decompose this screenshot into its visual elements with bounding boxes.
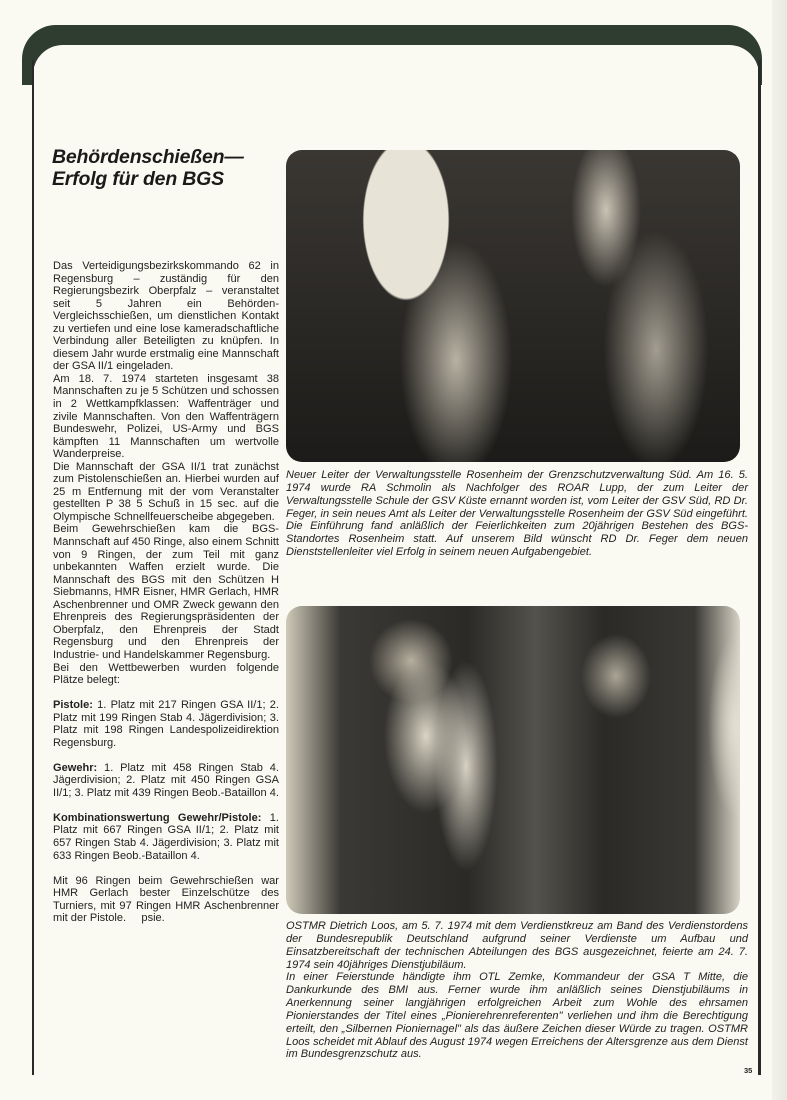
result-pistol-label: Pistole:: [53, 699, 93, 712]
paragraph-placings-intro: Bei den Wettbewerben wurden folgende Plätze belegt:: [53, 661, 279, 687]
article-body: [53, 260, 279, 925]
closing-text: Mit 96 Ringen beim Gewehrschießen war HMR Gerlach bester Einzelschütze des Turniers, mit 97 Ringen HMR Aschenbrenner mit der Pistole.: [53, 874, 279, 925]
paragraph-pistol: Die Mannschaft der GSA II/1 trat zunächst zum Pistolenschießen an. Hierbei wurden auf 25 m Entfernung mit der vom Veranstalter gestellten P 38 5 Schuß in 15 sec. auf die Olympische Schnellfeuerscheibe abgegeben.: [53, 460, 279, 523]
page-frame-inner: [33, 45, 759, 105]
result-combined-label: Kombinationswertung Gewehr/Pistole:: [53, 811, 262, 824]
result-pistol: [53, 699, 279, 749]
result-rifle-text: 1. Platz mit 458 Ringen Stab 4. Jägerdivision; 2. Platz mit 450 Ringen GSA II/1; 3. Platz mit 439 Ringen Beob.-Bataillon 4.: [53, 761, 279, 799]
caption-2-paragraph-1: OSTMR Dietrich Loos, am 5. 7. 1974 mit dem Verdienstkreuz am Band des Verdienstordens der Bundesrepublik Deutschland aufgrund seiner Verdienste um Aufbau und Einsatzbereitschaft der technischen Abteilungen des BGS ausgezeichnet, feierte am 24. 7. 1974 sein 40jähriges Dienstjubiläum.: [286, 920, 748, 971]
paragraph-rifle: Beim Gewehrschießen kam die BGS-Mannschaft auf 450 Ringe, also einem Schnitt von 9 Ringen, der zum Teil mit ganz unbekannten Waffen erzielt wurde. Die Mannschaft des BGS mit den Schützen H Siebmanns, HMR Eisner, HMR Gerlach, HMR Aschenbrenner und OMR Zweck gewann den Ehrenpreis des Regierungspräsidenten der Oberpfalz, den Ehrenpreis der Stadt Regensburg und den Ehrenpreis der Industrie- und Handelskammer Regensburg.: [53, 523, 279, 661]
paragraph-intro: Das Verteidigungsbezirkskommando 62 in Regensburg – zuständig für den Regierungsbezirk Oberpfalz – veranstaltet seit 5 Jahren ein Behörden-Vergleichsschießen, um dienstlichen Kontakt zu vertiefen und eine lose kameradschaftliche Verbindung aller Beteiligten zu knüpfen. In diesem Jahr wurde erstmalig eine Mannschaft der GSA II/1 eingeladen.: [53, 260, 279, 373]
photo-hammer-ceremony-alt: [286, 888, 740, 908]
scan-edge: [772, 0, 787, 1100]
result-combined: [53, 812, 279, 862]
headline-line-2: Erfolg für den BGS: [52, 168, 224, 190]
photo-hammer-ceremony-caption: [286, 920, 748, 1061]
result-combined-text: 1. Platz mit 667 Ringen GSA II/1; 2. Platz mit 657 Ringen Stab 4. Jägerdivision; 3. Platz mit 633 Ringen Beob.-Bataillon 4.: [53, 811, 279, 862]
article-headline: [52, 146, 282, 190]
caption-2-paragraph-2: In einer Feierstunde händigte ihm OTL Zemke, Kommandeur der GSA T Mitte, die Dankurkunde des BMI aus. Ferner wurde ihm anläßlich seines Dienstjubiläums in Anerkennung seiner langjährigen erfolgreichen Arbeit zum Wohle des ehrsamen Pionierstandes der Titel eines „Pionierehrenreferenten" verliehen und ihm die Berechtigung erteilt, den „Silbernen Pioniernagel" als das äußere Zeichen dieser Würde zu tragen. OSTMR Loos scheidet mit Ablauf des August 1974 wegen Erreichens der Altersgrenze aus dem Dienst im Bundesgrenzschutz aus.: [286, 971, 748, 1061]
page-number: 35: [744, 1066, 753, 1075]
result-rifle-label: Gewehr:: [53, 761, 98, 774]
page-frame-right-rule: [758, 60, 761, 1075]
paragraph-start: Am 18. 7. 1974 starteten insgesamt 38 Mannschaften zu je 5 Schützen und schossen in 2 Wettkampfklassen: Waffenträger und zivile Mannschaften. Von den Waffenträgern Bundeswehr, Polizei, US-Army und BGS kämpften 11 Mannschaften um wertvolle Wanderpreise.: [53, 372, 279, 461]
photo-handshake-caption: Neuer Leiter der Verwaltungsstelle Rosenheim der Grenzschutzverwaltung Süd. Am 16. 5. 1974 wurde RA Schmolin als Nachfolger des ROAR Lupp, der zum Leiter der Verwaltungsstelle Schule der GSV Küste ernannt worden ist, vom Leiter der GSV Süd, RD Dr. Feger, in sein neues Amt als Leiter der Verwaltungsstelle Rosenheim der GSV Süd eingeführt. Die Einführung fand anläßlich der Feierlichkeiten zum 20jährigen Bestehen des BGS-Standortes Rosenheim statt. Auf unserem Bild wünscht RD Dr. Feger dem neuen Dienststellenleiter viel Erfolg in seinem neuen Aufgabengebiet.: [286, 469, 748, 559]
page-frame-left-rule: [32, 60, 34, 1075]
author-initials: psie.: [141, 912, 165, 925]
result-pistol-text: 1. Platz mit 217 Ringen GSA II/1; 2. Platz mit 199 Ringen Stab 4. Jägerdivision; 3. Platz mit 198 Ringen Landespolizeidirektion Regensburg.: [53, 699, 279, 749]
photo-handshake: [286, 150, 740, 462]
headline-line-1: Behördenschießen—: [52, 146, 244, 168]
closing-paragraph: [53, 875, 279, 925]
photo-handshake-alt: [286, 436, 740, 456]
result-rifle: [53, 762, 279, 800]
photo-hammer-ceremony: [286, 606, 740, 914]
